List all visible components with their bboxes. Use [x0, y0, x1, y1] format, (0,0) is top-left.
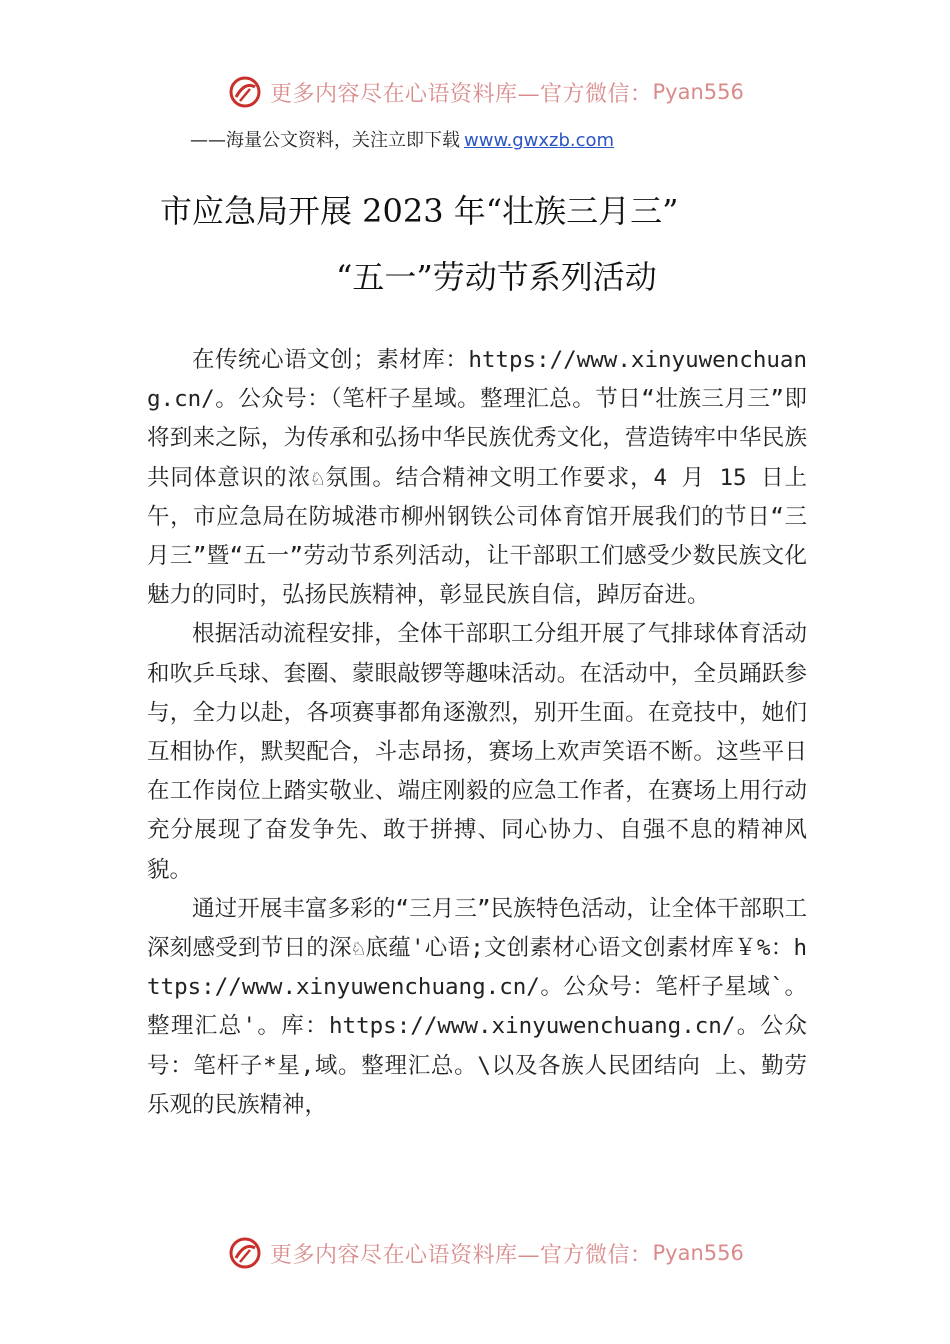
- paragraph-1: 在传统心语文创；素材库：https://www.xinyuwenchuang.cn/。公众号：（笔杆子星域。整理汇总。节日“壮族三月三”即将到来之际，为传承和弘扬中华民族优秀文化，营造铸牢中华民族共同体意识的浓♘氛围。结合精神文明工作要求，4 月 15 日上午，市应急局在防城港市柳州钢铁公司体育馆开展我们的节日“三月三”暨“五一”劳动节系列活动，让干部职工们感受少数民族文化魅力的同时，弘扬民族精神，彰显民族自信，踔厉奋进。: [147, 347, 807, 609]
- paragraph-2: 根据活动流程安排，全体干部职工分组开展了气排球体育活动和吹乒乓球、套圈、蒙眼敲锣等趣味活动。在活动中，全员踊跃参与，全力以赴，各项赛事都角逐激烈，别开生面。在竞技中，她们互相协作，默契配合，斗志昂扬，赛场上欢声笑语不断。这些平日在工作岗位上踏实敬业、端庄刚毅的应急工作者，在赛场上用行动充分展现了奋发争先、敢于拼搏、同心协力、自强不息的精神风貌。: [147, 621, 807, 883]
- banner-wechat-id: Pyan556: [652, 1241, 744, 1265]
- footer-banner: [0, 1233, 950, 1273]
- logo-icon: [228, 75, 262, 109]
- banner-text: 更多内容尽在心语资料库—官方微信：: [270, 1242, 653, 1268]
- banner-wechat-id: Pyan556: [652, 80, 744, 104]
- page-title-line-2: “五一”劳动节系列活动: [336, 258, 657, 296]
- subline: [190, 126, 614, 152]
- page-title-line-1: 市应急局开展 2023 年“壮族三月三”: [160, 192, 679, 230]
- logo-icon: [228, 1236, 262, 1270]
- header-banner: [0, 72, 950, 112]
- download-link[interactable]: www.gwxzb.com: [464, 130, 615, 151]
- banner-text: 更多内容尽在心语资料库—官方微信：: [270, 81, 653, 107]
- paragraph-3: 通过开展丰富多彩的“三月三”民族特色活动，让全体干部职工深刻感受到节日的深♘底蕴'心语;文创素材心语文创素材库￥%：https://www.xinyuwenchuang.cn/。公众号：笔杆子星域`。整理汇总'。库：https://www.xinyuwenchuang.cn/。公众号：笔杆子*星,域。整理汇总。\以及各族人民团结向 上、勤劳乐观的民族精神，: [147, 895, 807, 1118]
- subline-text: ——海量公文资料，关注立即下载: [190, 130, 460, 151]
- document-body: [147, 341, 807, 1125]
